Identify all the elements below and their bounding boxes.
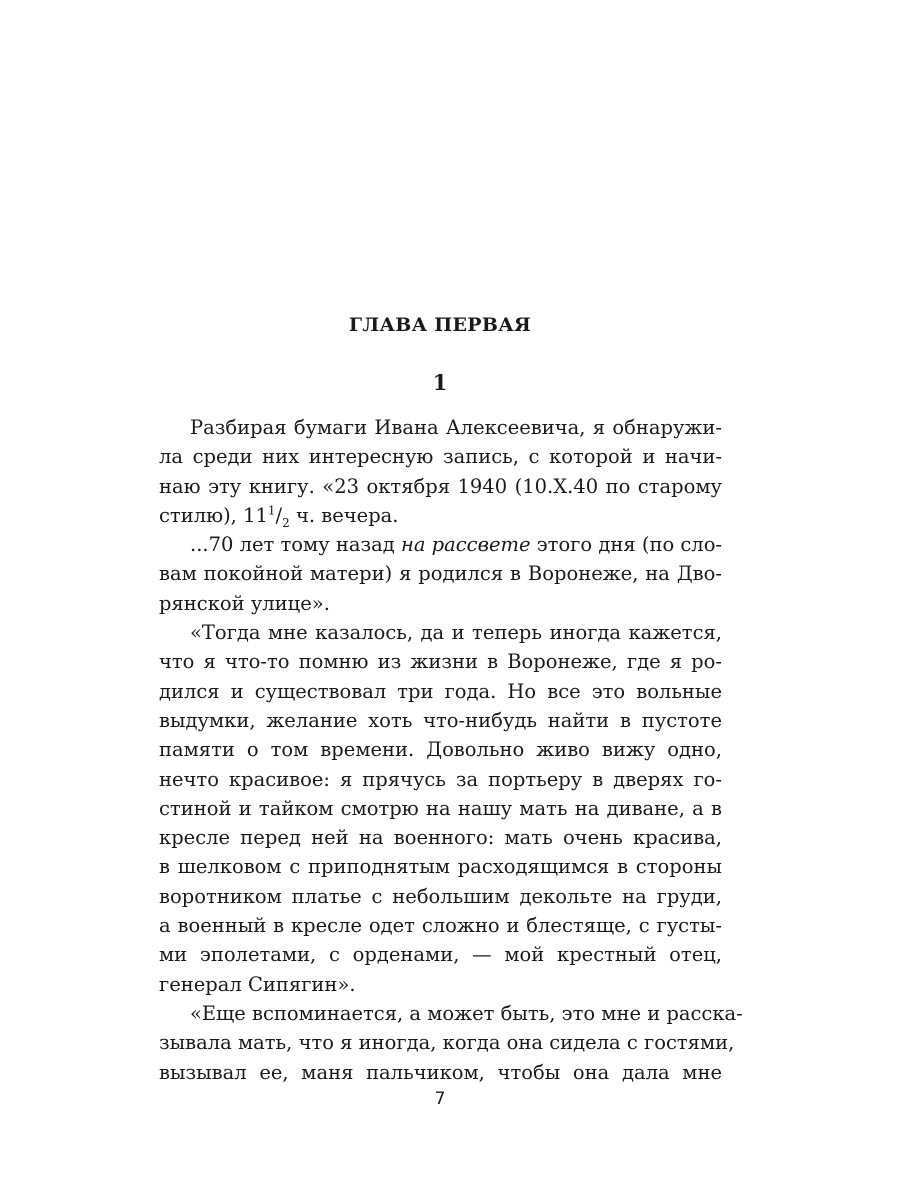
text-line: что я что-то помню из жизни в Воронеже, где я ро- (159, 650, 722, 674)
text-line: рянской улице». (159, 591, 330, 615)
emphasis-after: этого дня (по сло- (530, 533, 723, 557)
text-line: «Еще вспоминается, а может быть, это мне и расска- (190, 1001, 743, 1025)
text-line: Разбирая бумаги Ивана Алексеевича, я обнаружи- (190, 416, 722, 439)
text-line: генерал Сипягин». (159, 972, 356, 996)
text-line: памяти о том времени. Довольно живо вижу одно, (159, 738, 722, 762)
emphasis-before: ...70 лет тому назад (190, 533, 401, 557)
text-line: дился и существовал три года. Но все это вольные (159, 679, 722, 703)
text-line-emphasis (159, 530, 722, 559)
text-line: ми эполетами, с орденами, — мой крестный отец, (159, 943, 722, 967)
text-line: стиной и тайком смотрю на нашу мать на диване, а в (159, 796, 722, 820)
text-line: нечто красивое: я прячусь за портьеру в дверях го- (159, 767, 722, 791)
text-line: зывала мать, что я иногда, когда она сидела с гостями, (159, 1031, 735, 1055)
body-text (159, 413, 743, 1087)
text-line: кресле перед ней на военного: мать очень красива, (159, 826, 722, 850)
text-line: вам покойной матери) я родился в Воронеже, на Дво- (159, 562, 722, 586)
text-line: а военный в кресле одет сложно и блестяще, с густы- (159, 914, 722, 938)
text-line: вызывал ее, маня пальчиком, чтобы она дала мне (159, 1060, 722, 1084)
text-line: в шелковом с приподнятым расходящимся в стороны (159, 855, 722, 879)
text-line-fraction (159, 501, 722, 530)
page-number: 7 (434, 1089, 446, 1109)
text-line: «Тогда мне казалось, да и теперь иногда кажется, (190, 621, 722, 645)
text-line: наю эту книгу. «23 октября 1940 (10.X.40 по старому (159, 474, 722, 498)
text-line: ла среди них интересную запись, с которой и начи- (159, 445, 722, 469)
fraction-numerator: 1 (267, 503, 276, 518)
fraction-before: стилю), 11 (159, 503, 268, 527)
section-number: 1 (432, 370, 448, 395)
text-line: воротником платье с небольшим декольте на груди, (159, 884, 722, 908)
fraction-slash: / (275, 503, 283, 527)
chapter-title: ГЛАВА ПЕРВАЯ (348, 314, 532, 336)
fraction-after: ч. вечера. (289, 503, 399, 527)
emphasis-text: на рассвете (400, 533, 531, 557)
fraction-denominator: 2 (282, 515, 290, 530)
text-line: выдумки, желание хоть что-нибудь найти в пустоте (159, 708, 722, 732)
